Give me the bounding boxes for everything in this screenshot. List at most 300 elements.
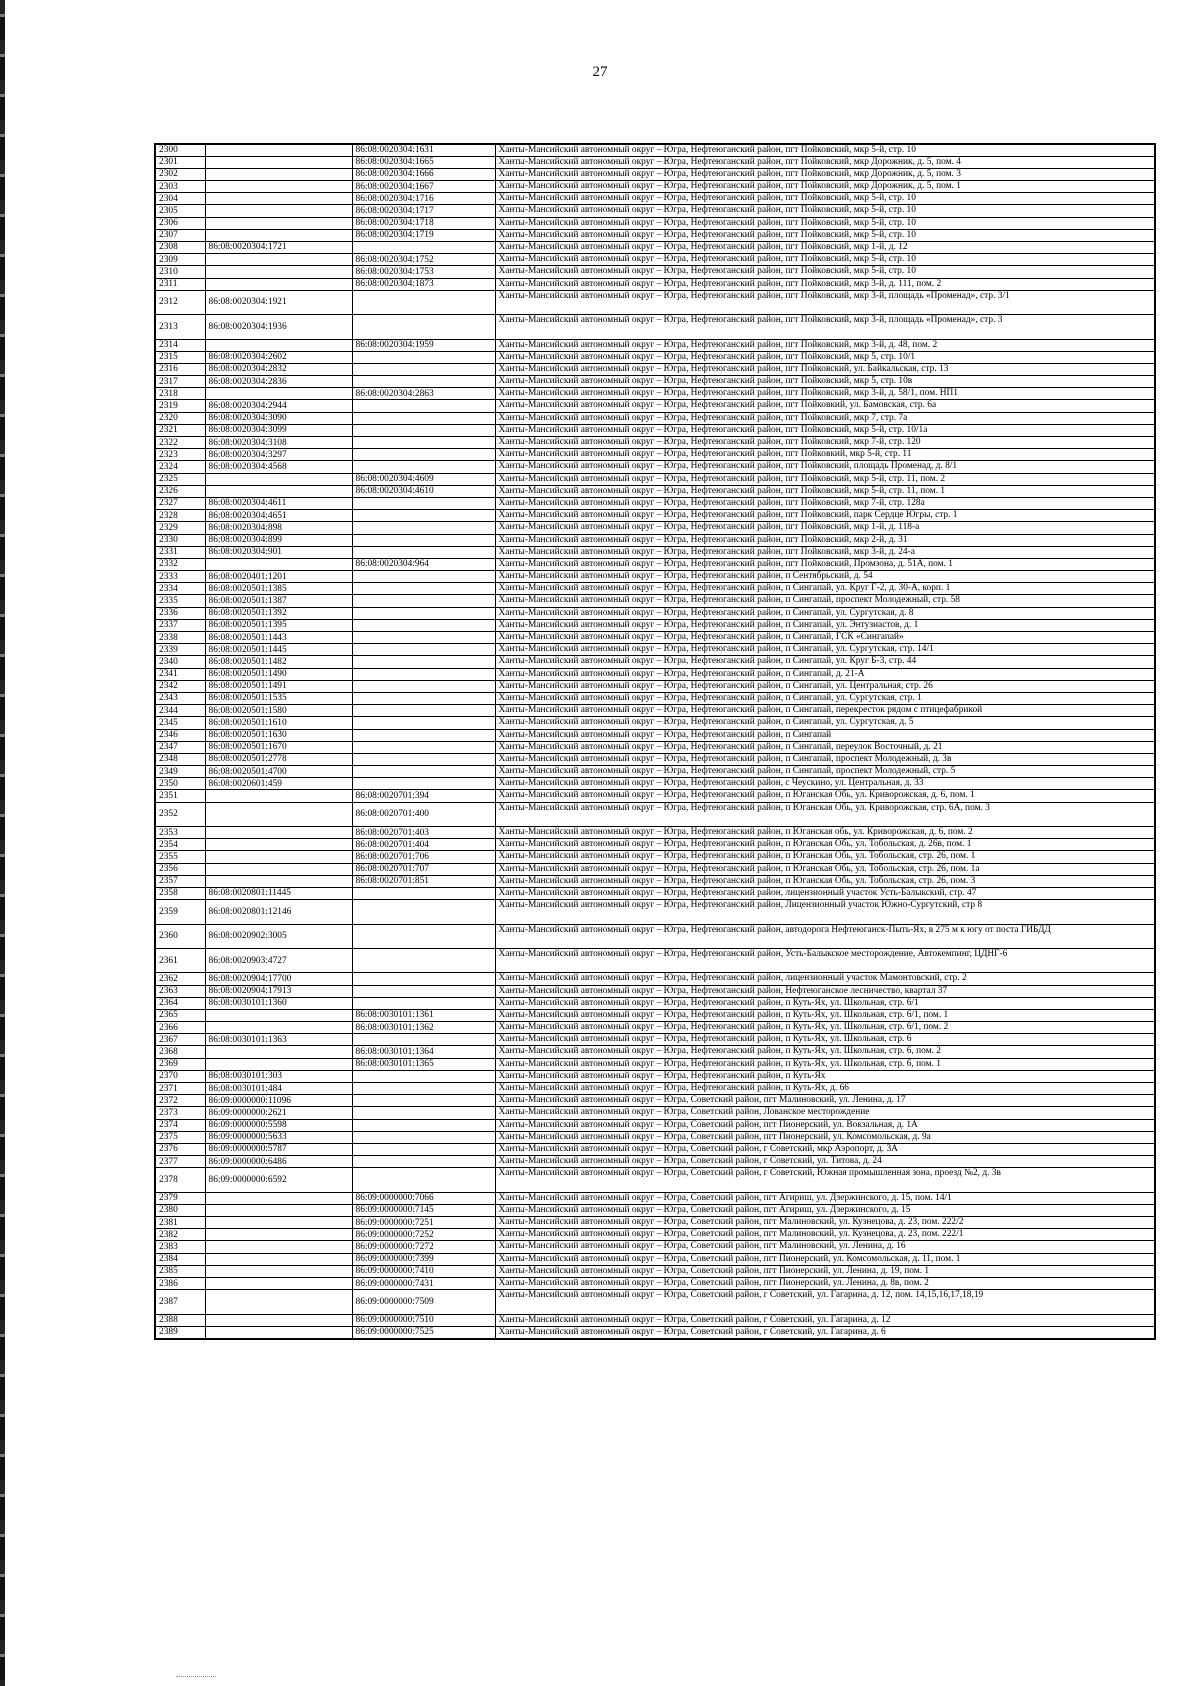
address-cell: Ханты-Мансийский автономный округ – Югра, Нефтеюганский район, п Юганская Обь, ул. Тобольская, д. 26в, пом. 1 xyxy=(495,839,1155,851)
row-number-cell: 2302 xyxy=(155,168,205,180)
new-cadastral-number-cell: 86:08:0020501:1482 xyxy=(205,656,352,668)
row-number-cell: 2337 xyxy=(155,619,205,631)
old-cadastral-number-cell xyxy=(352,242,495,254)
table-row xyxy=(155,583,1155,595)
address-cell: Ханты-Мансийский автономный округ – Югра, Советский район, пгт Пионерский, ул. Комсомольская, д. 9а xyxy=(495,1131,1155,1143)
address-cell: Ханты-Мансийский автономный округ – Югра, Нефтеюганский район, п Куть-Ях, ул. Школьная, стр. 6 xyxy=(495,1034,1155,1046)
address-cell: Ханты-Мансийский автономный округ – Югра, Нефтеюганский район, пгт Пойковский, мкр 5-й, стр. 11, пом. 2 xyxy=(495,473,1155,485)
old-cadastral-number-cell: 86:08:0020701:851 xyxy=(352,875,495,887)
new-cadastral-number-cell xyxy=(205,1326,352,1338)
old-cadastral-number-cell xyxy=(352,632,495,644)
old-cadastral-number-cell: 86:08:0020701:404 xyxy=(352,839,495,851)
new-cadastral-number-cell: 86:09:0000000:11096 xyxy=(205,1095,352,1107)
old-cadastral-number-cell xyxy=(352,1083,495,1095)
address-cell: Ханты-Мансийский автономный округ – Югра, Нефтеюганский район, п Сингапай, ул. Центральная, стр. 26 xyxy=(495,680,1155,692)
table-row xyxy=(155,181,1155,193)
old-cadastral-number-cell xyxy=(352,571,495,583)
new-cadastral-number-cell xyxy=(205,1229,352,1241)
new-cadastral-number-cell: 86:09:0000000:6486 xyxy=(205,1156,352,1168)
row-number-cell: 2322 xyxy=(155,437,205,449)
new-cadastral-number-cell xyxy=(205,863,352,875)
table-row xyxy=(155,1131,1155,1143)
old-cadastral-number-cell: 86:08:0020304:1752 xyxy=(352,254,495,266)
address-cell: Ханты-Мансийский автономный округ – Югра, Советский район, г Советский, ул. Гагарина, д. 6 xyxy=(495,1326,1155,1338)
old-cadastral-number-cell xyxy=(352,449,495,461)
old-cadastral-number-cell xyxy=(352,412,495,424)
old-cadastral-number-cell: 86:08:0020701:400 xyxy=(352,802,495,826)
old-cadastral-number-cell: 86:08:0030101:1364 xyxy=(352,1046,495,1058)
table-row xyxy=(155,900,1155,924)
table-row xyxy=(155,485,1155,497)
new-cadastral-number-cell xyxy=(205,205,352,217)
table-row xyxy=(155,632,1155,644)
old-cadastral-number-cell xyxy=(352,741,495,753)
old-cadastral-number-cell xyxy=(352,1034,495,1046)
row-number-cell: 2379 xyxy=(155,1192,205,1204)
old-cadastral-number-cell: 86:08:0020701:707 xyxy=(352,863,495,875)
old-cadastral-number-cell xyxy=(352,363,495,375)
new-cadastral-number-cell: 86:08:0030101:1363 xyxy=(205,1034,352,1046)
table-row xyxy=(155,948,1155,972)
old-cadastral-number-cell: 86:08:0020304:964 xyxy=(352,558,495,570)
row-number-cell: 2334 xyxy=(155,583,205,595)
address-cell: Ханты-Мансийский автономный округ – Югра, Нефтеюганский район, п Сентябрьский, д. 54 xyxy=(495,571,1155,583)
table-row xyxy=(155,619,1155,631)
new-cadastral-number-cell: 86:08:0020304:899 xyxy=(205,534,352,546)
row-number-cell: 2359 xyxy=(155,900,205,924)
table-row xyxy=(155,437,1155,449)
page-number: 27 xyxy=(592,64,608,80)
old-cadastral-number-cell xyxy=(352,497,495,509)
row-number-cell: 2358 xyxy=(155,887,205,899)
address-cell: Ханты-Мансийский автономный округ – Югра, Нефтеюганский район, пгт Пойковский, мкр 5, стр. 10/1 xyxy=(495,351,1155,363)
row-number-cell: 2351 xyxy=(155,790,205,802)
new-cadastral-number-cell xyxy=(205,485,352,497)
old-cadastral-number-cell xyxy=(352,546,495,558)
row-number-cell: 2333 xyxy=(155,571,205,583)
old-cadastral-number-cell xyxy=(352,607,495,619)
old-cadastral-number-cell xyxy=(352,717,495,729)
address-cell: Ханты-Мансийский автономный округ – Югра, Нефтеюганский район, п Сингапай, проспект Молодежный, стр. 58 xyxy=(495,595,1155,607)
address-cell: Ханты-Мансийский автономный округ – Югра, Нефтеюганский район, п Куть-Ях, д. 66 xyxy=(495,1083,1155,1095)
row-number-cell: 2349 xyxy=(155,766,205,778)
table-row xyxy=(155,473,1155,485)
table-row xyxy=(155,1278,1155,1290)
address-cell: Ханты-Мансийский автономный округ – Югра, Нефтеюганский район, пгт Пойковский, мкр 7-й, стр. 120 xyxy=(495,437,1155,449)
new-cadastral-number-cell: 86:08:0020501:1630 xyxy=(205,729,352,741)
address-cell: Ханты-Мансийский автономный округ – Югра, Нефтеюганский район, пгт Пойковский, мкр 1-й, д. 118-а xyxy=(495,522,1155,534)
address-cell: Ханты-Мансийский автономный округ – Югра, Советский район, пгт Малиновский, ул. Ленина, д. 17 xyxy=(495,1095,1155,1107)
new-cadastral-number-cell: 86:09:0000000:2621 xyxy=(205,1107,352,1119)
table-row xyxy=(155,461,1155,473)
address-cell: Ханты-Мансийский автономный округ – Югра, Советский район, пгт Малиновский, ул. Кузнецова, д. 23, пом. 222/2 xyxy=(495,1217,1155,1229)
row-number-cell: 2347 xyxy=(155,741,205,753)
old-cadastral-number-cell: 86:09:0000000:7510 xyxy=(352,1314,495,1326)
address-cell: Ханты-Мансийский автономный округ – Югра, Советский район, г Советский, ул. Гагарина, д. 12 xyxy=(495,1314,1155,1326)
row-number-cell: 2331 xyxy=(155,546,205,558)
new-cadastral-number-cell: 86:08:0020304:898 xyxy=(205,522,352,534)
row-number-cell: 2356 xyxy=(155,863,205,875)
table-row xyxy=(155,1192,1155,1204)
old-cadastral-number-cell: 86:08:0020701:394 xyxy=(352,790,495,802)
table-row xyxy=(155,205,1155,217)
table-row xyxy=(155,400,1155,412)
new-cadastral-number-cell xyxy=(205,1009,352,1021)
row-number-cell: 2309 xyxy=(155,254,205,266)
new-cadastral-number-cell: 86:08:0020304:2832 xyxy=(205,363,352,375)
row-number-cell: 2346 xyxy=(155,729,205,741)
new-cadastral-number-cell: 86:08:0020304:4651 xyxy=(205,510,352,522)
table-row xyxy=(155,924,1155,948)
old-cadastral-number-cell xyxy=(352,290,495,314)
new-cadastral-number-cell xyxy=(205,278,352,290)
address-cell: Ханты-Мансийский автономный округ – Югра, Нефтеюганский район, п Сингапай xyxy=(495,729,1155,741)
table-row xyxy=(155,1168,1155,1192)
old-cadastral-number-cell xyxy=(352,1119,495,1131)
row-number-cell: 2344 xyxy=(155,705,205,717)
new-cadastral-number-cell: 86:08:0020304:1921 xyxy=(205,290,352,314)
old-cadastral-number-cell xyxy=(352,656,495,668)
address-cell: Ханты-Мансийский автономный округ – Югра, Нефтеюганский район, пгт Пойковский, мкр 5, стр. 10в xyxy=(495,376,1155,388)
old-cadastral-number-cell xyxy=(352,583,495,595)
old-cadastral-number-cell: 86:09:0000000:7145 xyxy=(352,1204,495,1216)
table-row xyxy=(155,1070,1155,1082)
address-cell: Ханты-Мансийский автономный округ – Югра, Нефтеюганский район, пгт Пойковский, Промзона, д. 51А, пом. 1 xyxy=(495,558,1155,570)
old-cadastral-number-cell xyxy=(352,461,495,473)
row-number-cell: 2386 xyxy=(155,1278,205,1290)
new-cadastral-number-cell xyxy=(205,839,352,851)
new-cadastral-number-cell: 86:08:0020902:3005 xyxy=(205,924,352,948)
row-number-cell: 2350 xyxy=(155,778,205,790)
old-cadastral-number-cell xyxy=(352,1070,495,1082)
old-cadastral-number-cell: 86:08:0020304:2863 xyxy=(352,388,495,400)
registry-table-body xyxy=(155,144,1155,1339)
table-row xyxy=(155,973,1155,985)
table-row xyxy=(155,753,1155,765)
table-row xyxy=(155,376,1155,388)
row-number-cell: 2378 xyxy=(155,1168,205,1192)
old-cadastral-number-cell: 86:08:0020304:1959 xyxy=(352,339,495,351)
address-cell: Ханты-Мансийский автономный округ – Югра, Нефтеюганский район, пгт Пойковкий, мкр 5-й, стр. 11 xyxy=(495,449,1155,461)
new-cadastral-number-cell: 86:08:0020304:2602 xyxy=(205,351,352,363)
row-number-cell: 2348 xyxy=(155,753,205,765)
new-cadastral-number-cell xyxy=(205,1278,352,1290)
table-row xyxy=(155,1095,1155,1107)
old-cadastral-number-cell xyxy=(352,900,495,924)
new-cadastral-number-cell xyxy=(205,217,352,229)
address-cell: Ханты-Мансийский автономный округ – Югра, Советский район, Лованское месторождение xyxy=(495,1107,1155,1119)
new-cadastral-number-cell: 86:08:0020501:2778 xyxy=(205,753,352,765)
row-number-cell: 2375 xyxy=(155,1131,205,1143)
address-cell: Ханты-Мансийский автономный округ – Югра, Нефтеюганский район, п Сингапай, ул. Сургутская, стр. 1 xyxy=(495,692,1155,704)
address-cell: Ханты-Мансийский автономный округ – Югра, Нефтеюганский район, п Юганская Обь, ул. Криворожская, д. 6, пом. 1 xyxy=(495,790,1155,802)
old-cadastral-number-cell: 86:08:0020304:1873 xyxy=(352,278,495,290)
table-row xyxy=(155,1143,1155,1155)
table-row xyxy=(155,997,1155,1009)
row-number-cell: 2357 xyxy=(155,875,205,887)
old-cadastral-number-cell xyxy=(352,973,495,985)
row-number-cell: 2372 xyxy=(155,1095,205,1107)
new-cadastral-number-cell xyxy=(205,156,352,168)
row-number-cell: 2341 xyxy=(155,668,205,680)
new-cadastral-number-cell: 86:08:0020304:2944 xyxy=(205,400,352,412)
address-cell: Ханты-Мансийский автономный округ – Югра, Советский район, пгт Агириш, ул. Дзержинского, д. 15 xyxy=(495,1204,1155,1216)
old-cadastral-number-cell xyxy=(352,1107,495,1119)
row-number-cell: 2352 xyxy=(155,802,205,826)
table-row xyxy=(155,1046,1155,1058)
old-cadastral-number-cell xyxy=(352,985,495,997)
new-cadastral-number-cell: 86:08:0020501:1395 xyxy=(205,619,352,631)
address-cell: Ханты-Мансийский автономный округ – Югра, Нефтеюганский район, пгт Пойковский, мкр 3-й, д. 24-а xyxy=(495,546,1155,558)
old-cadastral-number-cell: 86:08:0030101:1361 xyxy=(352,1009,495,1021)
new-cadastral-number-cell: 86:08:0020401:1201 xyxy=(205,571,352,583)
new-cadastral-number-cell: 86:08:0020801:11445 xyxy=(205,887,352,899)
row-number-cell: 2373 xyxy=(155,1107,205,1119)
new-cadastral-number-cell: 86:08:0020501:1443 xyxy=(205,632,352,644)
table-row xyxy=(155,1119,1155,1131)
table-row xyxy=(155,571,1155,583)
row-number-cell: 2387 xyxy=(155,1290,205,1314)
new-cadastral-number-cell xyxy=(205,1046,352,1058)
new-cadastral-number-cell xyxy=(205,1204,352,1216)
table-row xyxy=(155,510,1155,522)
row-number-cell: 2336 xyxy=(155,607,205,619)
new-cadastral-number-cell xyxy=(205,339,352,351)
new-cadastral-number-cell: 86:08:0020304:2836 xyxy=(205,376,352,388)
address-cell: Ханты-Мансийский автономный округ – Югра, Советский район, пгт Пионерский, ул. Ленина, д. 19, пом. 1 xyxy=(495,1265,1155,1277)
new-cadastral-number-cell: 86:08:0030101:484 xyxy=(205,1083,352,1095)
address-cell: Ханты-Мансийский автономный округ – Югра, Советский район, г Советский, ул. Титова, д. 24 xyxy=(495,1156,1155,1168)
address-cell: Ханты-Мансийский автономный округ – Югра, Нефтеюганский район, Усть-Балыкское месторождение, Автокемпинг, ЦДНГ-6 xyxy=(495,948,1155,972)
old-cadastral-number-cell xyxy=(352,1156,495,1168)
table-row xyxy=(155,778,1155,790)
table-row xyxy=(155,887,1155,899)
address-cell: Ханты-Мансийский автономный округ – Югра, Нефтеюганский район, Нефтеюганское лесничество, квартал 37 xyxy=(495,985,1155,997)
row-number-cell: 2329 xyxy=(155,522,205,534)
new-cadastral-number-cell: 86:08:0020304:3108 xyxy=(205,437,352,449)
row-number-cell: 2321 xyxy=(155,424,205,436)
row-number-cell: 2384 xyxy=(155,1253,205,1265)
address-cell: Ханты-Мансийский автономный округ – Югра, Нефтеюганский район, пгт Пойковский, мкр 3-й, д. 48, пом. 2 xyxy=(495,339,1155,351)
old-cadastral-number-cell xyxy=(352,1095,495,1107)
new-cadastral-number-cell: 86:08:0020304:1936 xyxy=(205,315,352,339)
old-cadastral-number-cell: 86:08:0020701:403 xyxy=(352,827,495,839)
old-cadastral-number-cell: 86:08:0030101:1362 xyxy=(352,1022,495,1034)
table-row xyxy=(155,839,1155,851)
address-cell: Ханты-Мансийский автономный округ – Югра, Нефтеюганский район, п Юганская Обь, ул. Тобольская, стр. 26, пом. 3 xyxy=(495,875,1155,887)
table-row xyxy=(155,1229,1155,1241)
old-cadastral-number-cell: 86:08:0020304:4610 xyxy=(352,485,495,497)
address-cell: Ханты-Мансийский автономный округ – Югра, Нефтеюганский район, п Юганская обь, ул. Криворожская, д. 6, пом. 2 xyxy=(495,827,1155,839)
address-cell: Ханты-Мансийский автономный округ – Югра, Нефтеюганский район, п Куть-Ях xyxy=(495,1070,1155,1082)
row-number-cell: 2370 xyxy=(155,1070,205,1082)
address-cell: Ханты-Мансийский автономный округ – Югра, Нефтеюганский район, п Сингапай, ул. Сургутская, д. 8 xyxy=(495,607,1155,619)
row-number-cell: 2340 xyxy=(155,656,205,668)
table-row xyxy=(155,254,1155,266)
new-cadastral-number-cell: 86:08:0020304:4611 xyxy=(205,497,352,509)
new-cadastral-number-cell xyxy=(205,1217,352,1229)
row-number-cell: 2316 xyxy=(155,363,205,375)
row-number-cell: 2301 xyxy=(155,156,205,168)
old-cadastral-number-cell xyxy=(352,753,495,765)
address-cell: Ханты-Мансийский автономный округ – Югра, Нефтеюганский район, пгт Пойковский, мкр 3-й, площадь «Променад», стр. 3/1 xyxy=(495,290,1155,314)
address-cell: Ханты-Мансийский автономный округ – Югра, Нефтеюганский район, автодорога Нефтеюганск-Пыть-Ях, в 275 м к югу от поста ГИБДД xyxy=(495,924,1155,948)
table-row xyxy=(155,1253,1155,1265)
row-number-cell: 2315 xyxy=(155,351,205,363)
new-cadastral-number-cell xyxy=(205,1241,352,1253)
new-cadastral-number-cell: 86:08:0020903:4727 xyxy=(205,948,352,972)
new-cadastral-number-cell: 86:08:0020501:1580 xyxy=(205,705,352,717)
new-cadastral-number-cell: 86:08:0020304:4568 xyxy=(205,461,352,473)
address-cell: Ханты-Мансийский автономный округ – Югра, Советский район, пгт Агириш, ул. Дзержинского, д. 15, пом. 14/1 xyxy=(495,1192,1155,1204)
table-row xyxy=(155,522,1155,534)
old-cadastral-number-cell xyxy=(352,766,495,778)
registry-table xyxy=(154,143,1156,1340)
new-cadastral-number-cell: 86:08:0020304:3099 xyxy=(205,424,352,436)
row-number-cell: 2307 xyxy=(155,229,205,241)
address-cell: Ханты-Мансийский автономный округ – Югра, Нефтеюганский район, п Сингапай, ул. Круг Г-2, д. 30-А, корп. 1 xyxy=(495,583,1155,595)
row-number-cell: 2381 xyxy=(155,1217,205,1229)
new-cadastral-number-cell xyxy=(205,827,352,839)
table-row xyxy=(155,168,1155,180)
table-row xyxy=(155,534,1155,546)
row-number-cell: 2360 xyxy=(155,924,205,948)
table-row xyxy=(155,1009,1155,1021)
row-number-cell: 2380 xyxy=(155,1204,205,1216)
old-cadastral-number-cell xyxy=(352,1168,495,1192)
row-number-cell: 2363 xyxy=(155,985,205,997)
address-cell: Ханты-Мансийский автономный округ – Югра, Нефтеюганский район, пгт Пойковский, мкр 5-й, стр. 10 xyxy=(495,193,1155,205)
row-number-cell: 2368 xyxy=(155,1046,205,1058)
row-number-cell: 2313 xyxy=(155,315,205,339)
row-number-cell: 2332 xyxy=(155,558,205,570)
row-number-cell: 2303 xyxy=(155,181,205,193)
table-row xyxy=(155,546,1155,558)
new-cadastral-number-cell: 86:08:0020501:1392 xyxy=(205,607,352,619)
table-row xyxy=(155,644,1155,656)
table-row xyxy=(155,363,1155,375)
address-cell: Ханты-Мансийский автономный округ – Югра, Нефтеюганский район, Лицензионный участок Южно-Сургутский, стр 8 xyxy=(495,900,1155,924)
new-cadastral-number-cell xyxy=(205,144,352,156)
old-cadastral-number-cell xyxy=(352,680,495,692)
old-cadastral-number-cell xyxy=(352,692,495,704)
address-cell: Ханты-Мансийский автономный округ – Югра, Нефтеюганский район, п Сингапай, ул. Сургутская, д. 5 xyxy=(495,717,1155,729)
table-row xyxy=(155,985,1155,997)
table-row xyxy=(155,388,1155,400)
address-cell: Ханты-Мансийский автономный округ – Югра, Нефтеюганский район, пгт Пойковский, мкр Дорожник, д. 5, пом. 3 xyxy=(495,168,1155,180)
row-number-cell: 2353 xyxy=(155,827,205,839)
address-cell: Ханты-Мансийский автономный округ – Югра, Советский район, пгт Пионерский, ул. Ленина, д. 8в, пом. 2 xyxy=(495,1278,1155,1290)
row-number-cell: 2327 xyxy=(155,497,205,509)
old-cadastral-number-cell: 86:09:0000000:7251 xyxy=(352,1217,495,1229)
new-cadastral-number-cell: 86:08:0020501:1490 xyxy=(205,668,352,680)
row-number-cell: 2377 xyxy=(155,1156,205,1168)
new-cadastral-number-cell xyxy=(205,1314,352,1326)
new-cadastral-number-cell: 86:09:0000000:6592 xyxy=(205,1168,352,1192)
new-cadastral-number-cell xyxy=(205,473,352,485)
new-cadastral-number-cell xyxy=(205,181,352,193)
old-cadastral-number-cell: 86:09:0000000:7252 xyxy=(352,1229,495,1241)
old-cadastral-number-cell: 86:08:0020304:1719 xyxy=(352,229,495,241)
table-row xyxy=(155,692,1155,704)
new-cadastral-number-cell xyxy=(205,1058,352,1070)
old-cadastral-number-cell xyxy=(352,400,495,412)
old-cadastral-number-cell: 86:09:0000000:7509 xyxy=(352,1290,495,1314)
address-cell: Ханты-Мансийский автономный округ – Югра, Нефтеюганский район, пгт Пойковский, мкр 1-й, д. 12 xyxy=(495,242,1155,254)
table-row xyxy=(155,851,1155,863)
table-row xyxy=(155,802,1155,826)
row-number-cell: 2325 xyxy=(155,473,205,485)
address-cell: Ханты-Мансийский автономный округ – Югра, Нефтеюганский район, п Сингапай, проспект Молодежный, д. 3в xyxy=(495,753,1155,765)
old-cadastral-number-cell xyxy=(352,705,495,717)
old-cadastral-number-cell xyxy=(352,887,495,899)
address-cell: Ханты-Мансийский автономный округ – Югра, Нефтеюганский район, п Сингапай, переулок Восточный, д. 21 xyxy=(495,741,1155,753)
new-cadastral-number-cell xyxy=(205,558,352,570)
address-cell: Ханты-Мансийский автономный округ – Югра, Нефтеюганский район, пгт Пойковский, площадь Променад, д. 8/1 xyxy=(495,461,1155,473)
old-cadastral-number-cell xyxy=(352,510,495,522)
address-cell: Ханты-Мансийский автономный округ – Югра, Нефтеюганский район, пгт Пойковский, мкр 3-й, д. 58/1, пом. НП1 xyxy=(495,388,1155,400)
row-number-cell: 2324 xyxy=(155,461,205,473)
address-cell: Ханты-Мансийский автономный округ – Югра, Советский район, г Советский, Южная промышленная зона, проезд №2, д. 3в xyxy=(495,1168,1155,1192)
old-cadastral-number-cell: 86:08:0020304:1718 xyxy=(352,217,495,229)
table-row xyxy=(155,668,1155,680)
table-row xyxy=(155,1107,1155,1119)
new-cadastral-number-cell: 86:09:0000000:5598 xyxy=(205,1119,352,1131)
old-cadastral-number-cell: 86:08:0020304:1665 xyxy=(352,156,495,168)
address-cell: Ханты-Мансийский автономный округ – Югра, Нефтеюганский район, п Сингапай, проспект Молодежный, стр. 5 xyxy=(495,766,1155,778)
table-row xyxy=(155,144,1155,156)
table-row xyxy=(155,217,1155,229)
table-row xyxy=(155,156,1155,168)
address-cell: Ханты-Мансийский автономный округ – Югра, Советский район, г Советский, ул. Гагарина, д. 12, пом. 14,15,16,17,18,19 xyxy=(495,1290,1155,1314)
row-number-cell: 2388 xyxy=(155,1314,205,1326)
old-cadastral-number-cell: 86:09:0000000:7066 xyxy=(352,1192,495,1204)
old-cadastral-number-cell xyxy=(352,437,495,449)
table-row xyxy=(155,424,1155,436)
table-row xyxy=(155,875,1155,887)
address-cell: Ханты-Мансийский автономный округ – Югра, Нефтеюганский район, пгт Пойковский, мкр 7-й, стр. 128а xyxy=(495,497,1155,509)
address-cell: Ханты-Мансийский автономный округ – Югра, Нефтеюганский район, лицензионный участок Усть-Балыкский, стр. 47 xyxy=(495,887,1155,899)
new-cadastral-number-cell: 86:08:0020904:17913 xyxy=(205,985,352,997)
old-cadastral-number-cell xyxy=(352,315,495,339)
table-row xyxy=(155,1326,1155,1338)
address-cell: Ханты-Мансийский автономный округ – Югра, Нефтеюганский район, п Куть-Ях, ул. Школьная, стр. 6, пом. 1 xyxy=(495,1058,1155,1070)
address-cell: Ханты-Мансийский автономный округ – Югра, Нефтеюганский район, пгт Пойковский, мкр 3-й, д. 111, пом. 2 xyxy=(495,278,1155,290)
row-number-cell: 2335 xyxy=(155,595,205,607)
address-cell: Ханты-Мансийский автономный округ – Югра, Советский район, г Советский, мкр Аэропорт, д. 3А xyxy=(495,1143,1155,1155)
row-number-cell: 2330 xyxy=(155,534,205,546)
table-row xyxy=(155,242,1155,254)
row-number-cell: 2355 xyxy=(155,851,205,863)
old-cadastral-number-cell: 86:08:0020304:1667 xyxy=(352,181,495,193)
old-cadastral-number-cell xyxy=(352,376,495,388)
address-cell: Ханты-Мансийский автономный округ – Югра, Советский район, пгт Малиновский, ул. Кузнецова, д. 23, пом. 222/1 xyxy=(495,1229,1155,1241)
old-cadastral-number-cell: 86:08:0020304:1631 xyxy=(352,144,495,156)
address-cell: Ханты-Мансийский автономный округ – Югра, Нефтеюганский район, пгт Пойковский, ул. Байкальская, стр. 13 xyxy=(495,363,1155,375)
old-cadastral-number-cell xyxy=(352,644,495,656)
row-number-cell: 2312 xyxy=(155,290,205,314)
new-cadastral-number-cell xyxy=(205,802,352,826)
new-cadastral-number-cell: 86:08:0020904:17700 xyxy=(205,973,352,985)
table-row xyxy=(155,1204,1155,1216)
table-row xyxy=(155,1034,1155,1046)
old-cadastral-number-cell: 86:09:0000000:7410 xyxy=(352,1265,495,1277)
new-cadastral-number-cell: 86:08:0020501:1385 xyxy=(205,583,352,595)
new-cadastral-number-cell xyxy=(205,875,352,887)
scan-edge xyxy=(0,0,5,1686)
new-cadastral-number-cell: 86:08:0020801:12146 xyxy=(205,900,352,924)
row-number-cell: 2366 xyxy=(155,1022,205,1034)
